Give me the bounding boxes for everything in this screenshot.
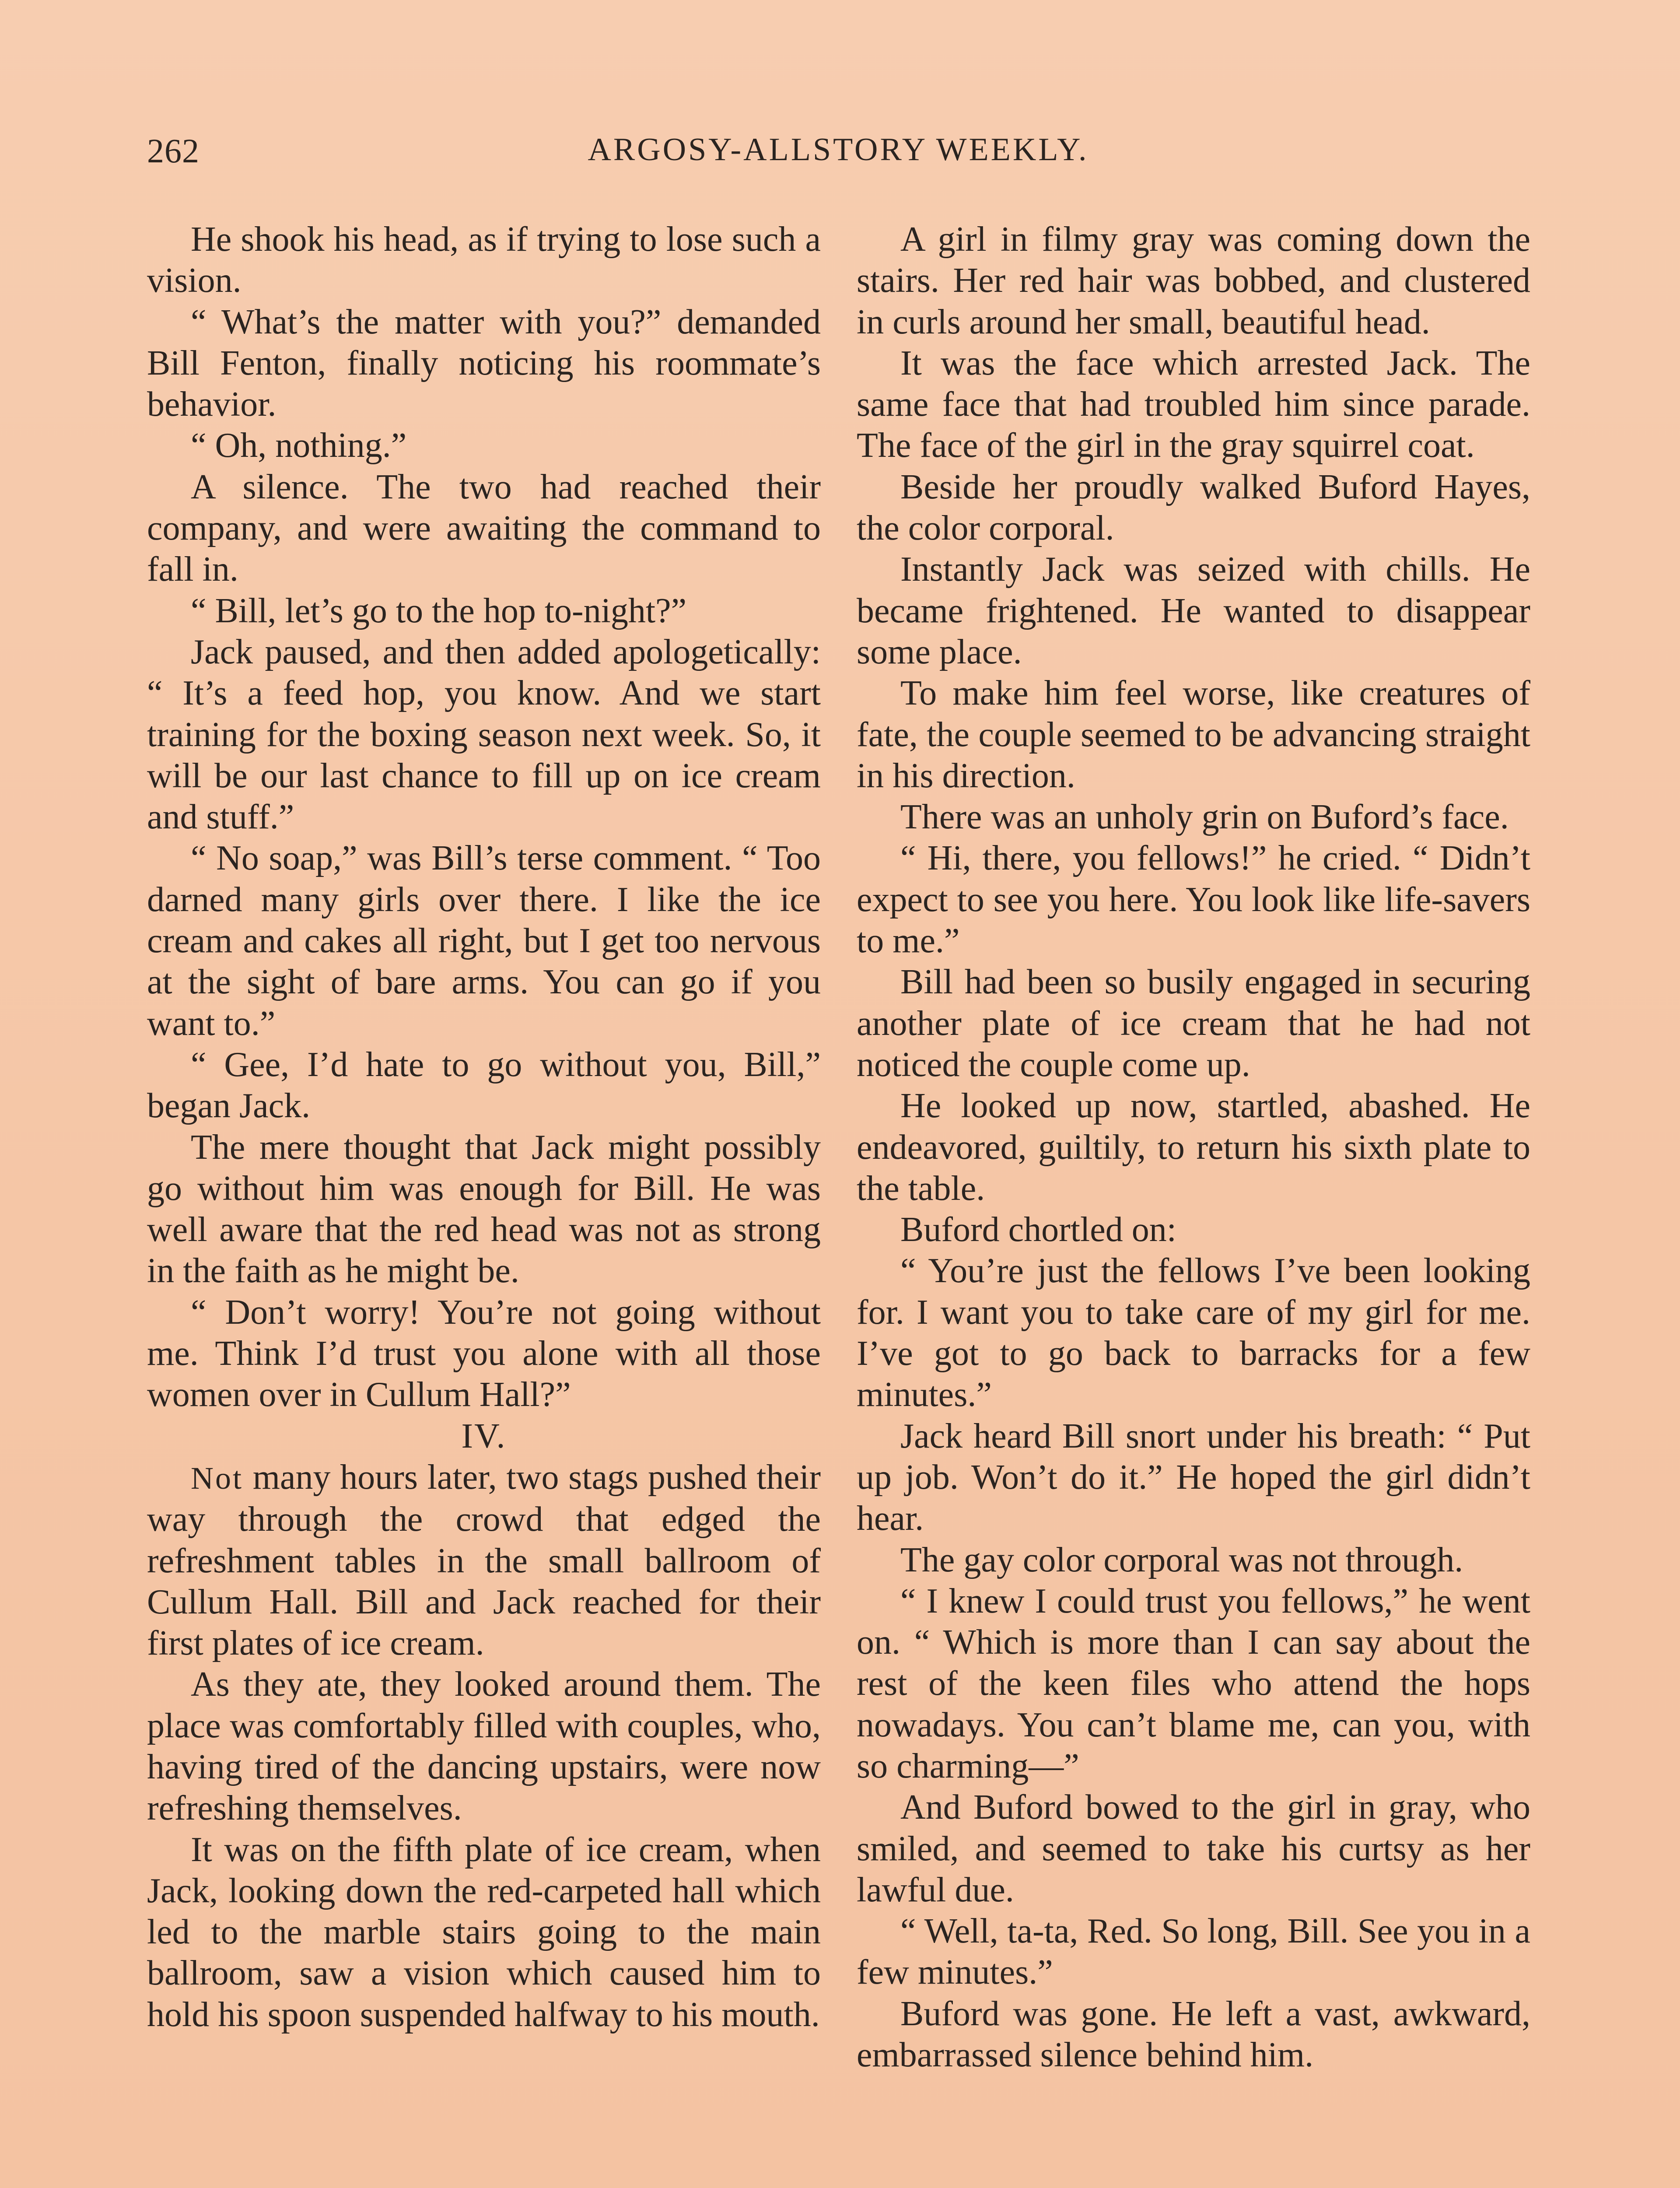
paragraph: And Buford bowed to the girl in gray, who smiled, and seemed to take his curtsy as her lawful due. xyxy=(857,1788,1530,1909)
paragraph: “ Gee, I’d hate to go without you, Bill,” began Jack. xyxy=(147,1045,821,1126)
paragraph: “ Bill, let’s go to the hop to-night?” xyxy=(191,591,687,630)
section-first-paragraph-text: many hours later, two stags pushed their way through the crowd that edged the refreshment tables in the small ballroom of Cullum Hall. Bill and Jack reached for their first plates of ice cream. xyxy=(147,1458,821,1663)
page-header xyxy=(147,131,1530,179)
left-column xyxy=(147,219,821,2035)
paragraph: He shook his head, as if trying to lose such a vision. xyxy=(147,220,821,300)
section-first-paragraph xyxy=(147,1457,821,1664)
section-heading: IV. xyxy=(461,1417,507,1455)
paragraph: “ Hi, there, you fellows!” he cried. “ Didn’t expect to see you here. You look like life-savers to me.” xyxy=(857,839,1530,961)
paragraph: “ Well, ta-ta, Red. So long, Bill. See you in a few minutes.” xyxy=(857,1912,1530,1992)
right-column xyxy=(857,219,1530,2076)
running-head: ARGOSY-ALLSTORY WEEKLY. xyxy=(588,132,1089,168)
paragraph: A girl in filmy gray was coming down the stairs. Her red hair was bobbed, and clustered in curls around her small, beautiful head. xyxy=(857,220,1530,341)
paragraph: Jack paused, and then added apologetically: “ It’s a feed hop, you know. And we start training for the boxing season next week. So, it will be our last chance to fill up on ice cream and stuff.” xyxy=(147,632,821,837)
paragraph: Buford chortled on: xyxy=(900,1210,1176,1249)
paragraph: Jack heard Bill snort under his breath: “ Put up job. Won’t do it.” He hoped the girl didn’t hear. xyxy=(857,1417,1530,1538)
paragraph: Instantly Jack was seized with chills. He became frightened. He wanted to disappear some place. xyxy=(857,550,1530,671)
paragraph: The gay color corporal was not through. xyxy=(900,1540,1463,1579)
paragraph: “ No soap,” was Bill’s terse comment. “ Too darned many girls over there. I like the ice cream and cakes all right, but I get too nervous at the sight of bare arms. You can go if you want to.” xyxy=(147,839,821,1043)
paragraph: Beside her proudly walked Buford Hayes, the color corporal. xyxy=(857,467,1530,548)
paragraph: The mere thought that Jack might possibly go without him was enough for Bill. He was well aware that the red head was not as strong in the faith as he might be. xyxy=(147,1128,821,1290)
paragraph: “ Don’t worry! You’re not going without me. Think I’d trust you alone with all those women over in Cullum Hall?” xyxy=(147,1293,821,1414)
paragraph: “ Oh, nothing.” xyxy=(191,426,407,465)
paragraph: To make him feel worse, like creatures of fate, the couple seemed to be advancing straight in his direction. xyxy=(857,674,1530,795)
paragraph: It was the face which arrested Jack. The same face that had troubled him since parade. The face of the girl in the gray squirrel coat. xyxy=(857,344,1530,465)
paragraph: “ I knew I could trust you fellows,” he went on. “ Which is more than I can say about the rest of the keen files who attend the hops nowadays. You can’t blame me, can you, with so charming—” xyxy=(857,1581,1530,1785)
paragraph: As they ate, they looked around them. The place was comfortably filled with couples, who, having tired of the dancing upstairs, were now refreshing themselves. xyxy=(147,1665,821,1828)
paragraph: There was an unholy grin on Buford’s face. xyxy=(900,798,1509,837)
paragraph: It was on the fifth plate of ice cream, when Jack, looking down the red-carpeted hall which led to the marble stairs going to the main ballroom, saw a vision which caused him to hold his spoon suspended halfway to his mouth. xyxy=(147,1830,821,2034)
paragraph: A silence. The two had reached their company, and were awaiting the command to fall in. xyxy=(147,467,821,589)
paragraph: “ You’re just the fellows I’ve been looking for. I want you to take care of my girl for me. I’ve got to go back to barracks for a few minutes.” xyxy=(857,1252,1530,1414)
page-number: 262 xyxy=(147,132,200,170)
paragraph: He looked up now, startled, abashed. He endeavored, guiltily, to return his sixth plate to the table. xyxy=(857,1087,1530,1208)
paragraph: “ What’s the matter with you?” demanded Bill Fenton, finally noticing his roommate’s behavior. xyxy=(147,302,821,424)
section-lead-smallcaps: Not xyxy=(191,1460,243,1496)
paragraph: Buford was gone. He left a vast, awkward, embarrassed silence behind him. xyxy=(857,1994,1530,2075)
paragraph: Bill had been so busily engaged in securing another plate of ice cream that he had not noticed the couple come up. xyxy=(857,963,1530,1084)
